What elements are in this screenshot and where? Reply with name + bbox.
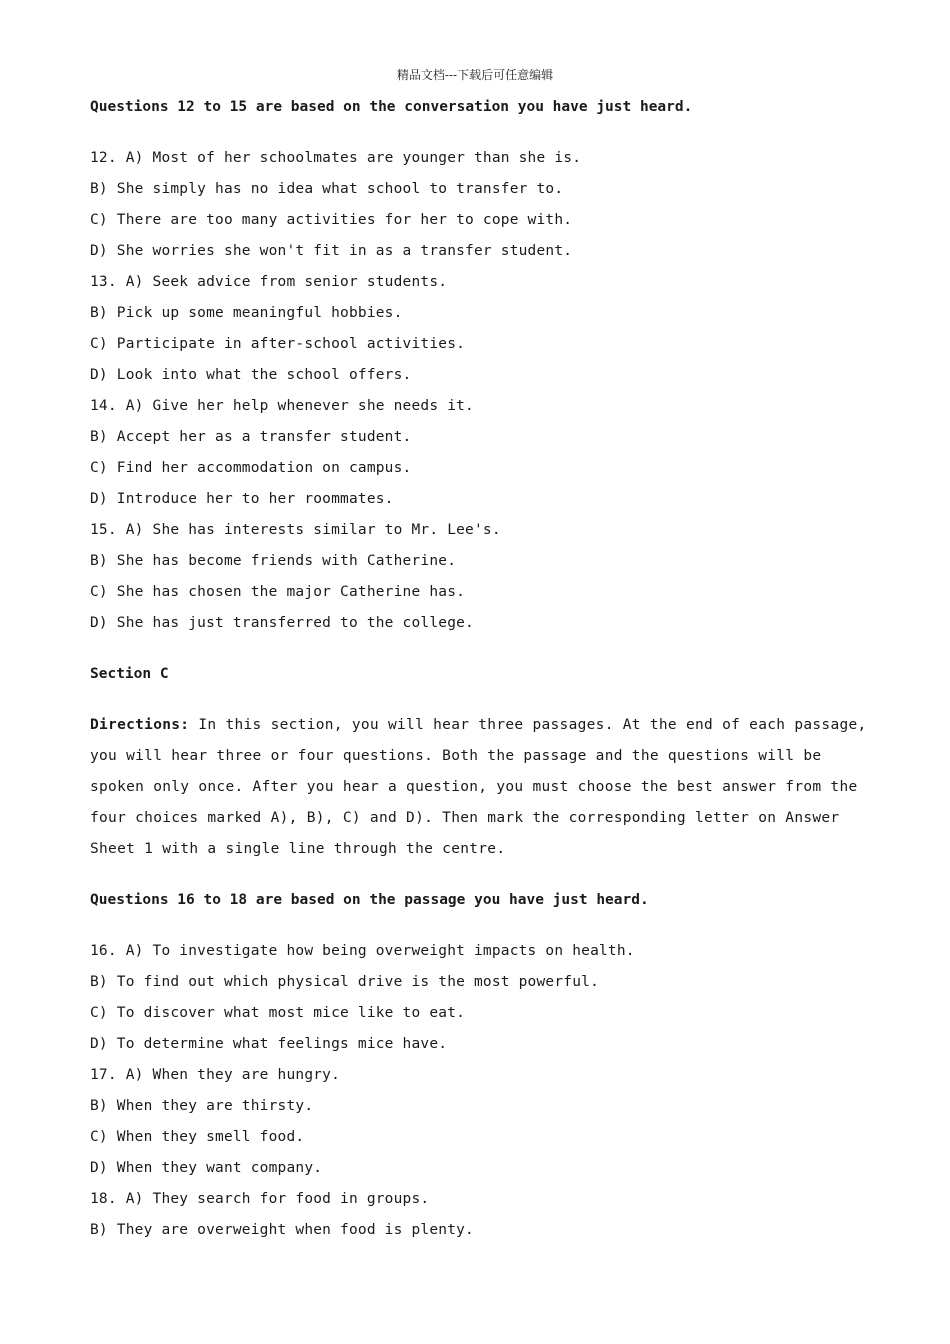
section-c-title: Section C — [90, 666, 169, 682]
option-line: B) To find out which physical drive is the most powerful. — [90, 974, 599, 990]
option-line: D) Look into what the school offers. — [90, 367, 412, 383]
option-line: C) Participate in after-school activities. — [90, 336, 466, 352]
option-line: C) When they smell food. — [90, 1129, 305, 1145]
document-body — [90, 92, 870, 1246]
option-line: D) Introduce her to her roommates. — [90, 491, 394, 507]
option-line: B) When they are thirsty. — [90, 1098, 314, 1114]
option-line: 15. A) She has interests similar to Mr. Lee's. — [90, 522, 501, 538]
option-line: D) She has just transferred to the college. — [90, 615, 474, 631]
option-line: B) They are overweight when food is plenty. — [90, 1222, 474, 1238]
option-line: B) Accept her as a transfer student. — [90, 429, 412, 445]
option-line: D) When they want company. — [90, 1160, 323, 1176]
option-line: D) To determine what feelings mice have. — [90, 1036, 448, 1052]
option-line: B) She has become friends with Catherine. — [90, 553, 457, 569]
section-c-directions — [90, 710, 870, 865]
page-header: 精品文档---下载后可任意编辑 — [396, 68, 554, 82]
option-line: 14. A) Give her help whenever she needs it. — [90, 398, 474, 414]
option-line: 16. A) To investigate how being overweight impacts on health. — [90, 943, 635, 959]
option-line: 17. A) When they are hungry. — [90, 1067, 341, 1083]
option-line: 12. A) Most of her schoolmates are younger than she is. — [90, 150, 582, 166]
questions-12-15-heading: Questions 12 to 15 are based on the conversation you have just heard. — [90, 99, 693, 115]
questions-16-18-list — [90, 936, 870, 1246]
option-line: B) She simply has no idea what school to transfer to. — [90, 181, 564, 197]
directions-text: In this section, you will hear three passages. At the end of each passage, you will hear three or four questions. Both the passage and the questions will be spoken only once. After you hear a question, you must choose the best answer from the four choices marked A), B), C) and D). Then mark the corresponding letter on Answer Sheet 1 with a single line through the centre. — [90, 717, 867, 857]
option-line: C) She has chosen the major Catherine has. — [90, 584, 466, 600]
option-line: C) To discover what most mice like to eat. — [90, 1005, 466, 1021]
questions-12-15-list — [90, 143, 870, 639]
option-line: B) Pick up some meaningful hobbies. — [90, 305, 403, 321]
option-line: 13. A) Seek advice from senior students. — [90, 274, 448, 290]
directions-label: Directions: — [90, 717, 190, 733]
option-line: 18. A) They search for food in groups. — [90, 1191, 430, 1207]
option-line: C) Find her accommodation on campus. — [90, 460, 412, 476]
option-line: C) There are too many activities for her to cope with. — [90, 212, 573, 228]
option-line: D) She worries she won't fit in as a transfer student. — [90, 243, 573, 259]
questions-16-18-heading: Questions 16 to 18 are based on the passage you have just heard. — [90, 892, 649, 908]
